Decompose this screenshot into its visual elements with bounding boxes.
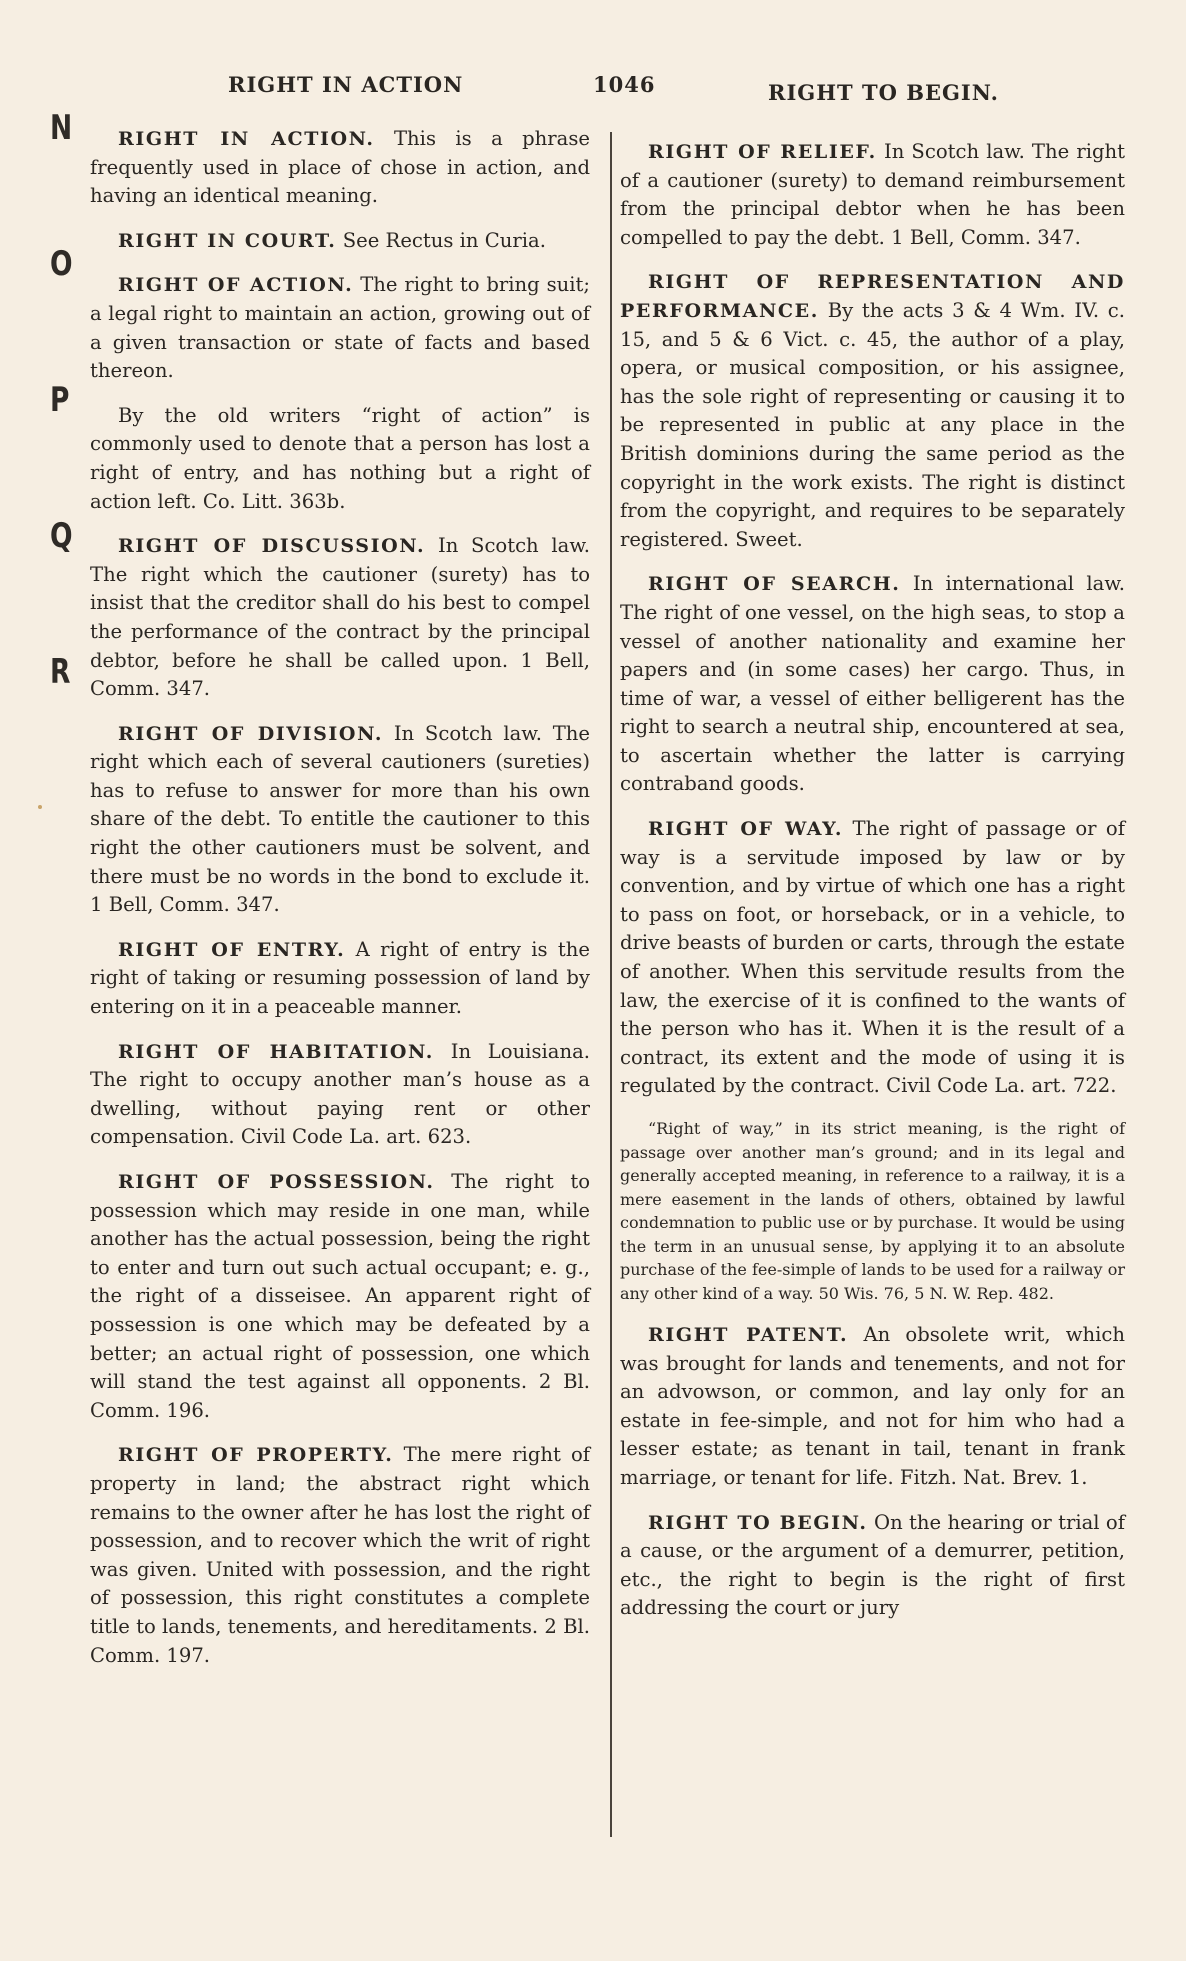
left-column [90,125,590,1686]
citation-note [620,1117,1125,1305]
entry-paragraph [620,815,1125,1101]
entry-paragraph [90,720,590,920]
entry-paragraph [620,138,1125,252]
entry-headword: RIGHT IN ACTION. [118,128,375,150]
entry-headword: RIGHT OF DISCUSSION. [118,535,426,558]
entry-headword: RIGHT TO BEGIN. [648,1511,868,1534]
entry-definition: On the hearing or trial of a cause, or the argument of a demurrer, petition, etc., the right to begin is the right of first addressing the court or jury [620,1510,1125,1620]
page-number: 1046 [593,72,656,97]
entry-headword: RIGHT PATENT. [648,1324,849,1346]
entry-definition: “Right of way,” in its strict meaning, is the right of passage over another man’s ground; and in its legal and generally accepted meaning, in reference to a railway, it is a mere easement in the lands of others, obtained by lawful condemnation to public use or by purchase. It would be using the term in an unusual sense, by applying it to an absolute purchase of the fee-simple of lands to be used for a railway or any other kind of a way. 50 Wis. 76, 5 N. W. Rep. 482. [620,1119,1125,1303]
entry-definition: In Scotch law. The right of a cautioner (surety) to demand reimbursement from the principal debtor when he has been compelled to pay the debt. 1 Bell, Comm. 347. [620,140,1125,249]
entry-headword: RIGHT OF ACTION. [118,274,354,297]
entry-definition: The mere right of property in land; the abstract right which remains to the owner after he has lost the right of possession, and to recover which the writ of right was given. United with possession, and the right of possession, this right constitutes a complete title to lands, tenements, and hereditaments. 2 Bl. Comm. 197. [90,1443,590,1667]
entry-headword: RIGHT OF REPRESENTATION AND PERFORMANCE. [620,271,1125,322]
right-column [620,138,1125,1639]
entry-headword: RIGHT IN COURT. [118,229,337,252]
entry-definition: The right to possession which may reside in one man, while another has the actual possession, being the right to enter and turn out such actual occupant; e. g., the right of a disseisee. An apparent right of possession is one which may be defeated by a better; an actual right of possession, one which will stand the test against all opponents. 2 Bl. Comm. 196. [90,1170,590,1422]
dictionary-entry [90,1038,590,1152]
entry-headword: RIGHT OF HABITATION. [118,1040,434,1063]
entry-definition: The right to bring suit; a legal right to maintain an action, growing out of a given transaction or state of facts and based thereon. [90,273,590,383]
entry-paragraph [620,1321,1125,1493]
entry-paragraph [620,1509,1125,1623]
dictionary-entry [90,402,590,516]
entry-headword: RIGHT OF RELIEF. [648,141,877,163]
dictionary-entry [90,1441,590,1670]
entry-paragraph [90,1168,590,1425]
entry-paragraph [620,570,1125,799]
entry-paragraph [90,936,590,1022]
dictionary-entry [90,227,590,256]
dictionary-entry [90,936,590,1022]
entry-definition: In Louisiana. The right to occupy another man’s house as a dwelling, without paying rent or other compensation. Civil Code La. art. 623. [90,1039,590,1149]
thumb-index-letter[interactable]: P [50,380,70,420]
dictionary-entry [620,1509,1125,1623]
dictionary-entry [90,1168,590,1425]
entry-paragraph [90,402,590,516]
entry-paragraph [90,532,590,704]
dictionary-entry [620,815,1125,1101]
entry-definition: The right of passage or of way is a servitude imposed by law or by convention, and by virtue of which one has a right to pass on foot, or horseback, or in a vehicle, to drive beasts of burden or carts, through the estate of another. When this servitude results from the law, the exercise of it is confined to the wants of the person who has it. When it is the result of a contract, its extent and the mode of using it is regulated by the contract. Civil Code La. art. 722. [620,817,1125,1098]
entry-headword: RIGHT OF PROPERTY. [118,1444,394,1467]
dictionary-entry [620,1321,1125,1493]
entry-headword: RIGHT OF WAY. [648,818,844,841]
entry-paragraph [90,271,590,385]
entry-definition: By the old writers “right of action” is commonly used to denote that a person has lost a right of entry, and has nothing but a right of action left. Co. Litt. 363b. [90,403,590,513]
entry-definition: By the acts 3 & 4 Wm. IV. c. 15, and 5 & 6 Vict. c. 45, the author of a play, opera, or musical composition, or his assignee, has the sole right of representing or causing it to be represented in public at any place in the British dominions during the same period as the copyright in the work exists. The right is distinct from the copyright, and requires to be separately registered. Sweet. [620,298,1125,551]
dictionary-entry [90,720,590,920]
entry-headword: RIGHT OF ENTRY. [118,938,346,961]
entry-paragraph [620,268,1125,554]
entry-definition: This is a phrase frequently used in place of chose in action, and having an identical meaning. [90,127,590,208]
dictionary-entry [620,138,1125,252]
running-header [0,72,1186,112]
entry-headword: RIGHT OF POSSESSION. [118,1171,435,1193]
entry-paragraph [90,227,590,256]
entry-definition: In Scotch law. The right which the cautioner (surety) has to insist that the creditor shall do his best to compel the performance of the contract by the principal debtor, before he shall be called upon. 1 Bell, Comm. 347. [90,534,591,701]
entry-definition: In international law. The right of one vessel, on the high seas, to stop a vessel of another nationality and examine her papers and (in some cases) her cargo. Thus, in time of war, a vessel of either belligerent has the right to search a neutral ship, encountered at sea, to ascertain whether the latter is carrying contraband goods. [620,572,1126,796]
dictionary-entry [620,268,1125,554]
dictionary-entry [90,532,590,704]
entry-paragraph [90,1038,590,1152]
entry-definition: In Scotch law. The right which each of several cautioners (sureties) has to refuse to answer for more than his own share of the debt. To entitle the cautioner to this right the other cautioners must be solvent, and there must be no words in the bond to exclude it. 1 Bell, Comm. 347. [90,721,591,917]
entry-definition: See Rectus in Curia. [342,228,546,252]
entry-headword: RIGHT OF DIVISION. [118,722,384,745]
entry-definition: An obsolete writ, which was brought for lands and tenements, and not for an advowson, or common, and lay only for an estate in fee-simple, and not for him who had a lesser estate; as tenant in tail, tenant in frank marriage, or tenant for life. Fitzh. Nat. Brev. 1. [620,1323,1126,1489]
thumb-index-letter[interactable]: N [50,108,73,148]
entry-headword: RIGHT OF SEARCH. [648,573,901,596]
dictionary-entry [90,271,590,385]
column-divider [610,132,612,1837]
dictionary-entry [620,570,1125,799]
thumb-index-letter[interactable]: Q [50,516,73,556]
entry-paragraph [90,1441,590,1670]
header-left-guide-word: RIGHT IN ACTION [228,72,464,97]
paper-speck [38,805,42,809]
thumb-index-letter[interactable]: R [50,652,71,692]
dictionary-entry [90,125,590,211]
entry-paragraph [90,125,590,211]
header-right-guide-word: RIGHT TO BEGIN. [768,80,999,105]
thumb-index-letter[interactable]: O [50,244,73,284]
entry-definition: A right of entry is the right of taking or resuming possession of land by entering on it in a peaceable manner. [90,937,590,1019]
